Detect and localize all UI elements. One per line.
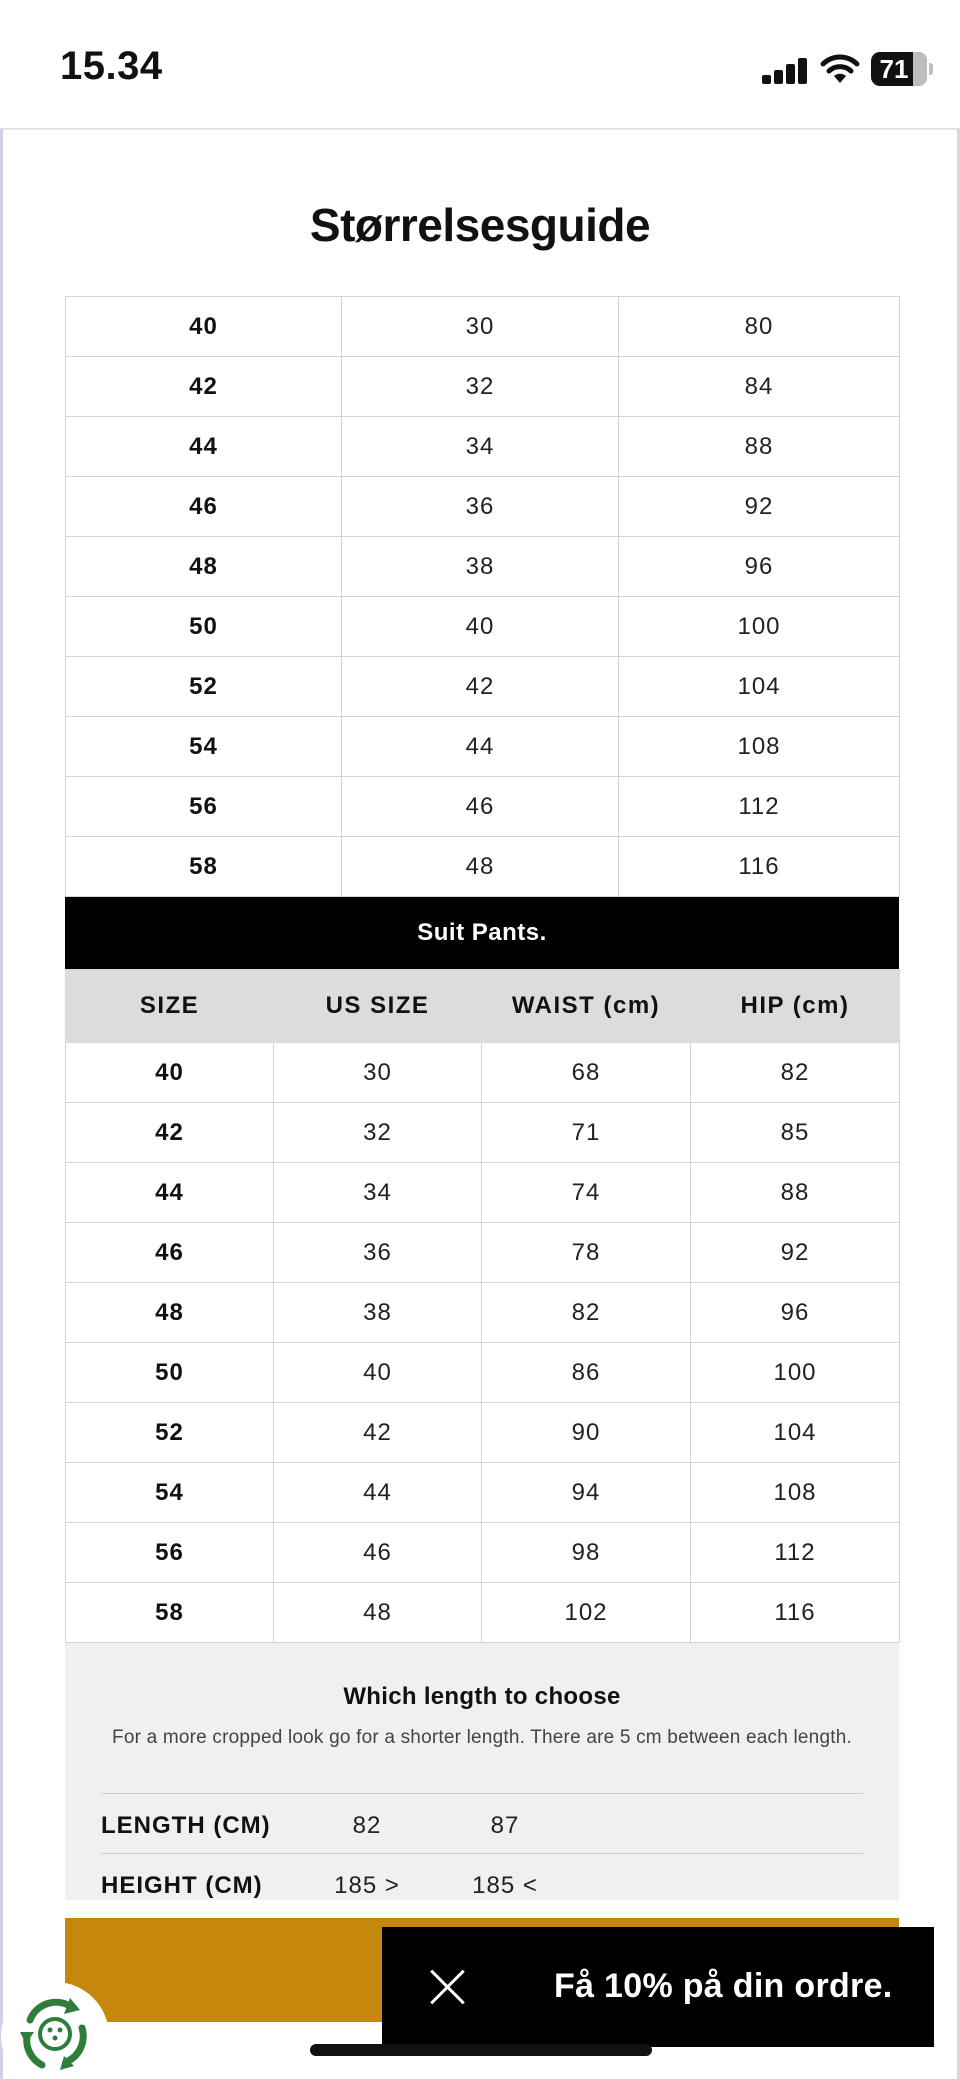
table-row bbox=[66, 1163, 900, 1223]
height-row-label: HEIGHT (CM) bbox=[101, 1872, 263, 1899]
table-cell: 112 bbox=[691, 1523, 900, 1583]
column-header-us-size: US SIZE bbox=[274, 970, 482, 1043]
table-cell: 82 bbox=[482, 1283, 691, 1343]
table-row bbox=[66, 1043, 900, 1103]
table-cell: 40 bbox=[342, 597, 619, 657]
table-row bbox=[66, 837, 900, 897]
table-row bbox=[66, 657, 900, 717]
size-cell: 48 bbox=[66, 537, 342, 597]
size-cell: 56 bbox=[66, 1523, 274, 1583]
table-cell: 80 bbox=[619, 297, 900, 357]
table-row bbox=[66, 1463, 900, 1523]
table-row bbox=[66, 417, 900, 477]
table-cell: 30 bbox=[342, 297, 619, 357]
table-row bbox=[66, 1523, 900, 1583]
table-row bbox=[66, 1283, 900, 1343]
table-cell: 44 bbox=[274, 1463, 482, 1523]
table-cell: 44 bbox=[342, 717, 619, 777]
table-row bbox=[66, 1343, 900, 1403]
table-cell: 32 bbox=[274, 1103, 482, 1163]
table-cell: 85 bbox=[691, 1103, 900, 1163]
size-cell: 58 bbox=[66, 837, 342, 897]
table-row bbox=[66, 1583, 900, 1643]
table-cell: 32 bbox=[342, 357, 619, 417]
table-cell: 36 bbox=[342, 477, 619, 537]
size-cell: 56 bbox=[66, 777, 342, 837]
table-cell: 100 bbox=[619, 597, 900, 657]
table-cell: 71 bbox=[482, 1103, 691, 1163]
table-cell: 88 bbox=[619, 417, 900, 477]
size-cell: 46 bbox=[66, 1223, 274, 1283]
table-row bbox=[66, 357, 900, 417]
table-cell: 46 bbox=[274, 1523, 482, 1583]
table-cell: 108 bbox=[691, 1463, 900, 1523]
table-cell: 34 bbox=[274, 1163, 482, 1223]
table-cell: 48 bbox=[274, 1583, 482, 1643]
length-value: 82 bbox=[352, 1812, 382, 1839]
size-cell: 40 bbox=[66, 297, 342, 357]
table-row bbox=[66, 537, 900, 597]
table-row bbox=[66, 1223, 900, 1283]
size-guide-content[interactable] bbox=[65, 296, 899, 1900]
promo-text: Få 10% på din ordre. bbox=[554, 1967, 893, 2005]
page-title: Størrelsesguide bbox=[309, 199, 651, 251]
size-cell: 52 bbox=[66, 1403, 274, 1463]
table-cell: 46 bbox=[342, 777, 619, 837]
table-cell: 68 bbox=[482, 1043, 691, 1103]
column-header-size: SIZE bbox=[66, 970, 274, 1043]
table-cell: 38 bbox=[274, 1283, 482, 1343]
table-cell: 34 bbox=[342, 417, 619, 477]
table-cell: 86 bbox=[482, 1343, 691, 1403]
wifi-icon bbox=[820, 52, 860, 86]
table-cell: 42 bbox=[274, 1403, 482, 1463]
table-row bbox=[66, 777, 900, 837]
height-row bbox=[101, 1853, 863, 1913]
size-cell: 54 bbox=[66, 717, 342, 777]
status-bar bbox=[0, 0, 960, 128]
suit-pants-heading: Suit Pants. bbox=[65, 897, 899, 969]
size-cell: 40 bbox=[66, 1043, 274, 1103]
battery-icon bbox=[871, 52, 933, 86]
close-icon[interactable] bbox=[428, 1967, 468, 2007]
top-size-table bbox=[65, 296, 900, 897]
size-cell: 54 bbox=[66, 1463, 274, 1523]
size-cell: 48 bbox=[66, 1283, 274, 1343]
table-cell: 40 bbox=[274, 1343, 482, 1403]
length-row bbox=[101, 1793, 863, 1853]
home-indicator[interactable] bbox=[310, 2044, 652, 2056]
table-cell: 92 bbox=[619, 477, 900, 537]
height-value: 185 > bbox=[334, 1872, 400, 1899]
length-guide-title: Which length to choose bbox=[343, 1683, 621, 1710]
size-guide-sheet[interactable] bbox=[0, 128, 960, 2079]
size-cell: 42 bbox=[66, 1103, 274, 1163]
column-header-hip: HIP (cm) bbox=[691, 970, 900, 1043]
column-header-waist: WAIST (cm) bbox=[482, 970, 691, 1043]
table-row bbox=[66, 1103, 900, 1163]
table-cell: 84 bbox=[619, 357, 900, 417]
table-cell: 78 bbox=[482, 1223, 691, 1283]
table-cell: 104 bbox=[691, 1403, 900, 1463]
table-cell: 100 bbox=[691, 1343, 900, 1403]
table-cell: 90 bbox=[482, 1403, 691, 1463]
table-cell: 92 bbox=[691, 1223, 900, 1283]
table-row bbox=[66, 597, 900, 657]
length-value: 87 bbox=[490, 1812, 520, 1839]
discount-promo-banner[interactable] bbox=[382, 1927, 934, 2047]
size-cell: 44 bbox=[66, 417, 342, 477]
size-cell: 58 bbox=[66, 1583, 274, 1643]
suit-pants-table bbox=[65, 969, 900, 1643]
table-cell: 98 bbox=[482, 1523, 691, 1583]
size-cell: 50 bbox=[66, 1343, 274, 1403]
table-cell: 96 bbox=[619, 537, 900, 597]
table-cell: 94 bbox=[482, 1463, 691, 1523]
table-cell: 108 bbox=[619, 717, 900, 777]
table-cell: 116 bbox=[691, 1583, 900, 1643]
table-cell: 48 bbox=[342, 837, 619, 897]
cellular-signal-icon bbox=[762, 58, 808, 84]
table-cell: 102 bbox=[482, 1583, 691, 1643]
table-row bbox=[66, 477, 900, 537]
table-cell: 82 bbox=[691, 1043, 900, 1103]
size-cell: 46 bbox=[66, 477, 342, 537]
table-cell: 112 bbox=[619, 777, 900, 837]
table-cell: 116 bbox=[619, 837, 900, 897]
size-cell: 44 bbox=[66, 1163, 274, 1223]
length-guide bbox=[65, 1643, 899, 1900]
size-cell: 50 bbox=[66, 597, 342, 657]
table-cell: 38 bbox=[342, 537, 619, 597]
height-value: 185 < bbox=[472, 1872, 538, 1899]
table-row bbox=[66, 1403, 900, 1463]
table-cell: 36 bbox=[274, 1223, 482, 1283]
table-cell: 42 bbox=[342, 657, 619, 717]
size-cell: 52 bbox=[66, 657, 342, 717]
size-cell: 42 bbox=[66, 357, 342, 417]
table-row bbox=[66, 297, 900, 357]
table-row bbox=[66, 717, 900, 777]
table-cell: 96 bbox=[691, 1283, 900, 1343]
recycle-badge-icon[interactable] bbox=[0, 1970, 110, 2079]
table-cell: 88 bbox=[691, 1163, 900, 1223]
length-row-label: LENGTH (CM) bbox=[101, 1812, 271, 1839]
battery-level: 71 bbox=[879, 54, 909, 84]
status-time: 15.34 bbox=[60, 44, 163, 88]
length-guide-description: For a more cropped look go for a shorter length. There are 5 cm between each length. bbox=[112, 1727, 852, 1748]
table-cell: 104 bbox=[619, 657, 900, 717]
table-cell: 30 bbox=[274, 1043, 482, 1103]
table-cell: 74 bbox=[482, 1163, 691, 1223]
